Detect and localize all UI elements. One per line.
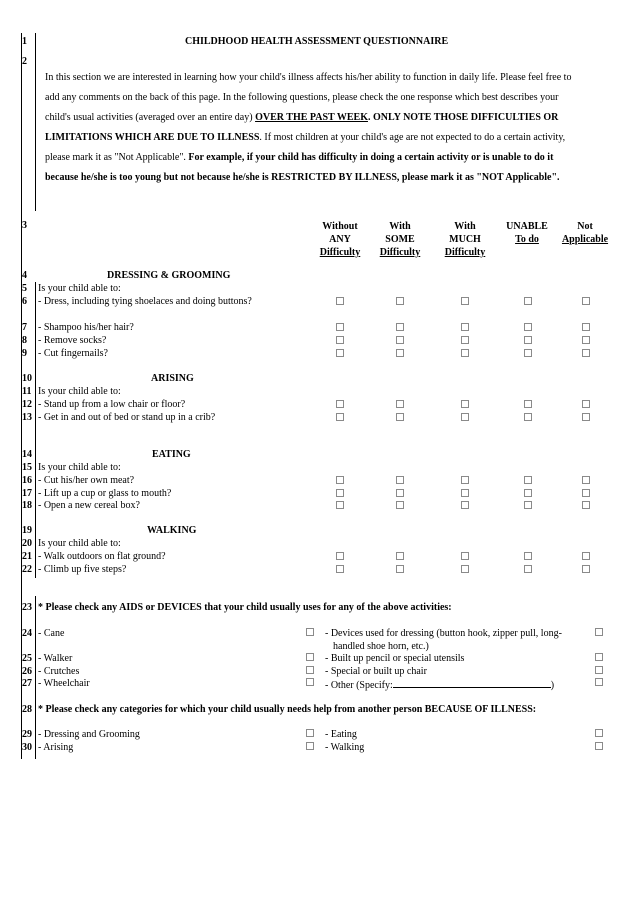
response-checkbox[interactable] bbox=[582, 476, 590, 484]
question-prompt: Is your child able to: bbox=[38, 462, 121, 473]
line-number: 17 bbox=[22, 488, 32, 499]
response-checkbox[interactable] bbox=[524, 565, 532, 573]
intro-line: please mark it as "Not Applicable". For example, if your child has difficulty in doing a certain activity or is unable to do it bbox=[45, 152, 554, 163]
line-number: 16 bbox=[22, 475, 32, 486]
intro-line: because he/she is too young but not because he/she is RESTRICTED BY ILLNESS, please mark it as "NOT Applicable". bbox=[45, 172, 560, 183]
response-checkbox[interactable] bbox=[461, 323, 469, 331]
line-number: 15 bbox=[22, 462, 32, 473]
question-item: - Dress, including tying shoelaces and doing buttons? bbox=[38, 296, 252, 307]
question-prompt: Is your child able to: bbox=[38, 283, 121, 294]
line-number: 23 bbox=[22, 602, 32, 613]
line-number: 12 bbox=[22, 399, 32, 410]
checkbox-cane[interactable] bbox=[306, 628, 314, 636]
question-item: - Open a new cereal box? bbox=[38, 500, 140, 511]
response-checkbox[interactable] bbox=[396, 413, 404, 421]
line-number: 10 bbox=[22, 373, 32, 384]
line-number: 3 bbox=[22, 220, 27, 231]
column-header-some: With SOME Difficulty bbox=[379, 221, 421, 258]
response-checkbox[interactable] bbox=[461, 476, 469, 484]
question-item: - Walk outdoors on flat ground? bbox=[38, 551, 166, 562]
response-checkbox[interactable] bbox=[396, 400, 404, 408]
line-number: 29 bbox=[22, 729, 32, 740]
response-checkbox[interactable] bbox=[396, 565, 404, 573]
line-number: 8 bbox=[22, 335, 27, 346]
question-item: - Shampoo his/her hair? bbox=[38, 322, 134, 333]
response-checkbox[interactable] bbox=[582, 297, 590, 305]
checkbox-other[interactable] bbox=[595, 678, 603, 686]
line-number: 14 bbox=[22, 449, 32, 460]
response-checkbox[interactable] bbox=[461, 489, 469, 497]
response-checkbox[interactable] bbox=[336, 565, 344, 573]
response-checkbox[interactable] bbox=[396, 349, 404, 357]
aid-item: - Cane bbox=[38, 628, 65, 639]
question-prompt: Is your child able to: bbox=[38, 386, 121, 397]
response-checkbox[interactable] bbox=[336, 400, 344, 408]
response-checkbox[interactable] bbox=[396, 476, 404, 484]
response-checkbox[interactable] bbox=[582, 413, 590, 421]
help-item: - Dressing and Grooming bbox=[38, 729, 140, 740]
aid-item: - Special or built up chair bbox=[325, 666, 427, 677]
response-checkbox[interactable] bbox=[524, 349, 532, 357]
section-heading-dressing: DRESSING & GROOMING bbox=[107, 270, 231, 281]
response-checkbox[interactable] bbox=[396, 297, 404, 305]
aid-item-other: - Other (Specify: ) bbox=[325, 680, 555, 691]
response-checkbox[interactable] bbox=[582, 400, 590, 408]
response-checkbox[interactable] bbox=[336, 476, 344, 484]
line-number: 13 bbox=[22, 412, 32, 423]
response-checkbox[interactable] bbox=[336, 413, 344, 421]
response-checkbox[interactable] bbox=[336, 501, 344, 509]
response-checkbox[interactable] bbox=[461, 400, 469, 408]
checkbox-help-dressing[interactable] bbox=[306, 729, 314, 737]
question-item: - Cut his/her own meat? bbox=[38, 475, 135, 486]
other-specify-field[interactable] bbox=[393, 678, 551, 688]
response-checkbox[interactable] bbox=[582, 349, 590, 357]
response-checkbox[interactable] bbox=[336, 336, 344, 344]
question-item: - Get in and out of bed or stand up in a crib? bbox=[38, 412, 216, 423]
line-number: 20 bbox=[22, 538, 32, 549]
section-heading-eating: EATING bbox=[152, 449, 191, 460]
response-checkbox[interactable] bbox=[582, 565, 590, 573]
intro-line: add any comments on the back of this page. In the following questions, please check the one response which best describes your bbox=[45, 92, 559, 103]
question-prompt: Is your child able to: bbox=[38, 538, 121, 549]
line-number: 1 bbox=[22, 36, 27, 47]
response-checkbox[interactable] bbox=[582, 336, 590, 344]
help-item: - Eating bbox=[325, 729, 357, 740]
section-heading-arising: ARISING bbox=[151, 373, 194, 384]
response-checkbox[interactable] bbox=[582, 501, 590, 509]
response-checkbox[interactable] bbox=[524, 489, 532, 497]
intro-line: child's usual activities (averaged over an entire day) OVER THE PAST WEEK. ONLY NOTE THOSE DIFFICULTIES OR bbox=[45, 112, 559, 123]
line-number: 19 bbox=[22, 525, 32, 536]
column-header-unable: UNABLE To do bbox=[506, 221, 548, 245]
response-checkbox[interactable] bbox=[524, 413, 532, 421]
aid-item: - Crutches bbox=[38, 666, 80, 677]
intro-line: LIMITATIONS WHICH ARE DUE TO ILLNESS. If most children at your child's age are not expected to do a certain activity, bbox=[45, 132, 566, 143]
line-number: 21 bbox=[22, 551, 32, 562]
response-checkbox[interactable] bbox=[582, 552, 590, 560]
response-checkbox[interactable] bbox=[524, 400, 532, 408]
help-heading: * Please check any categories for which your child usually needs help from another person BECAUSE OF ILLNESS: bbox=[38, 704, 537, 715]
page-title: CHILDHOOD HEALTH ASSESSMENT QUESTIONNAIRE bbox=[185, 36, 449, 47]
aid-item: - Built up pencil or special utensils bbox=[325, 653, 465, 664]
response-checkbox[interactable] bbox=[396, 336, 404, 344]
line-number: 11 bbox=[22, 386, 32, 397]
section-heading-walking: WALKING bbox=[147, 525, 197, 536]
line-number: 25 bbox=[22, 653, 32, 664]
response-checkbox[interactable] bbox=[582, 489, 590, 497]
checkbox-help-eating[interactable] bbox=[595, 729, 603, 737]
response-checkbox[interactable] bbox=[336, 297, 344, 305]
line-number: 9 bbox=[22, 348, 27, 359]
response-checkbox[interactable] bbox=[461, 349, 469, 357]
line-number: 6 bbox=[22, 296, 27, 307]
response-checkbox[interactable] bbox=[524, 336, 532, 344]
line-number: 2 bbox=[22, 56, 27, 67]
column-header-not-applicable: Not Applicable bbox=[561, 221, 609, 245]
checkbox-dressing-devices[interactable] bbox=[595, 628, 603, 636]
response-checkbox[interactable] bbox=[582, 323, 590, 331]
aid-item: - Wheelchair bbox=[38, 678, 90, 689]
line-number: 22 bbox=[22, 564, 32, 575]
response-checkbox[interactable] bbox=[396, 323, 404, 331]
line-number: 4 bbox=[22, 270, 27, 281]
response-checkbox[interactable] bbox=[396, 501, 404, 509]
aid-item: - Devices used for dressing (button hook, zipper pull, long- bbox=[325, 628, 562, 639]
checkbox-walker[interactable] bbox=[306, 653, 314, 661]
help-item: - Arising bbox=[38, 742, 74, 753]
response-checkbox[interactable] bbox=[524, 323, 532, 331]
line-number: 30 bbox=[22, 742, 32, 753]
line-number: 7 bbox=[22, 322, 27, 333]
checkbox-help-arising[interactable] bbox=[306, 742, 314, 750]
checkbox-wheelchair[interactable] bbox=[306, 678, 314, 686]
response-checkbox[interactable] bbox=[524, 476, 532, 484]
line-number: 26 bbox=[22, 666, 32, 677]
response-checkbox[interactable] bbox=[461, 501, 469, 509]
line-number: 27 bbox=[22, 678, 32, 689]
line-number: 5 bbox=[22, 283, 27, 294]
help-item: - Walking bbox=[325, 742, 365, 753]
checkbox-pencil-utensils[interactable] bbox=[595, 653, 603, 661]
checkbox-crutches[interactable] bbox=[306, 666, 314, 674]
question-item: - Lift up a cup or glass to mouth? bbox=[38, 488, 172, 499]
response-checkbox[interactable] bbox=[461, 565, 469, 573]
column-header-without: Without ANY Difficulty bbox=[319, 221, 361, 258]
response-checkbox[interactable] bbox=[524, 501, 532, 509]
response-checkbox[interactable] bbox=[524, 552, 532, 560]
response-checkbox[interactable] bbox=[461, 297, 469, 305]
aids-heading: * Please check any AIDS or DEVICES that your child usually uses for any of the above activities: bbox=[38, 602, 452, 613]
question-item: - Remove socks? bbox=[38, 335, 107, 346]
checkbox-help-walking[interactable] bbox=[595, 742, 603, 750]
line-number: 24 bbox=[22, 628, 32, 639]
response-checkbox[interactable] bbox=[336, 349, 344, 357]
question-item: - Cut fingernails? bbox=[38, 348, 108, 359]
response-checkbox[interactable] bbox=[336, 552, 344, 560]
checkbox-special-chair[interactable] bbox=[595, 666, 603, 674]
question-item: - Climb up five steps? bbox=[38, 564, 127, 575]
aid-item-continued: handled shoe horn, etc.) bbox=[333, 641, 429, 652]
aid-item: - Walker bbox=[38, 653, 73, 664]
question-item: - Stand up from a low chair or floor? bbox=[38, 399, 186, 410]
response-checkbox[interactable] bbox=[524, 297, 532, 305]
intro-line: In this section we are interested in learning how your child's illness affects his/her ability to function in daily life. Please feel free to bbox=[45, 72, 572, 83]
line-number: 28 bbox=[22, 704, 32, 715]
column-header-much: With MUCH Difficulty bbox=[444, 221, 486, 258]
response-checkbox[interactable] bbox=[336, 323, 344, 331]
line-number: 18 bbox=[22, 500, 32, 511]
response-checkbox[interactable] bbox=[396, 489, 404, 497]
response-checkbox[interactable] bbox=[461, 413, 469, 421]
response-checkbox[interactable] bbox=[461, 336, 469, 344]
response-checkbox[interactable] bbox=[396, 552, 404, 560]
response-checkbox[interactable] bbox=[336, 489, 344, 497]
response-checkbox[interactable] bbox=[461, 552, 469, 560]
